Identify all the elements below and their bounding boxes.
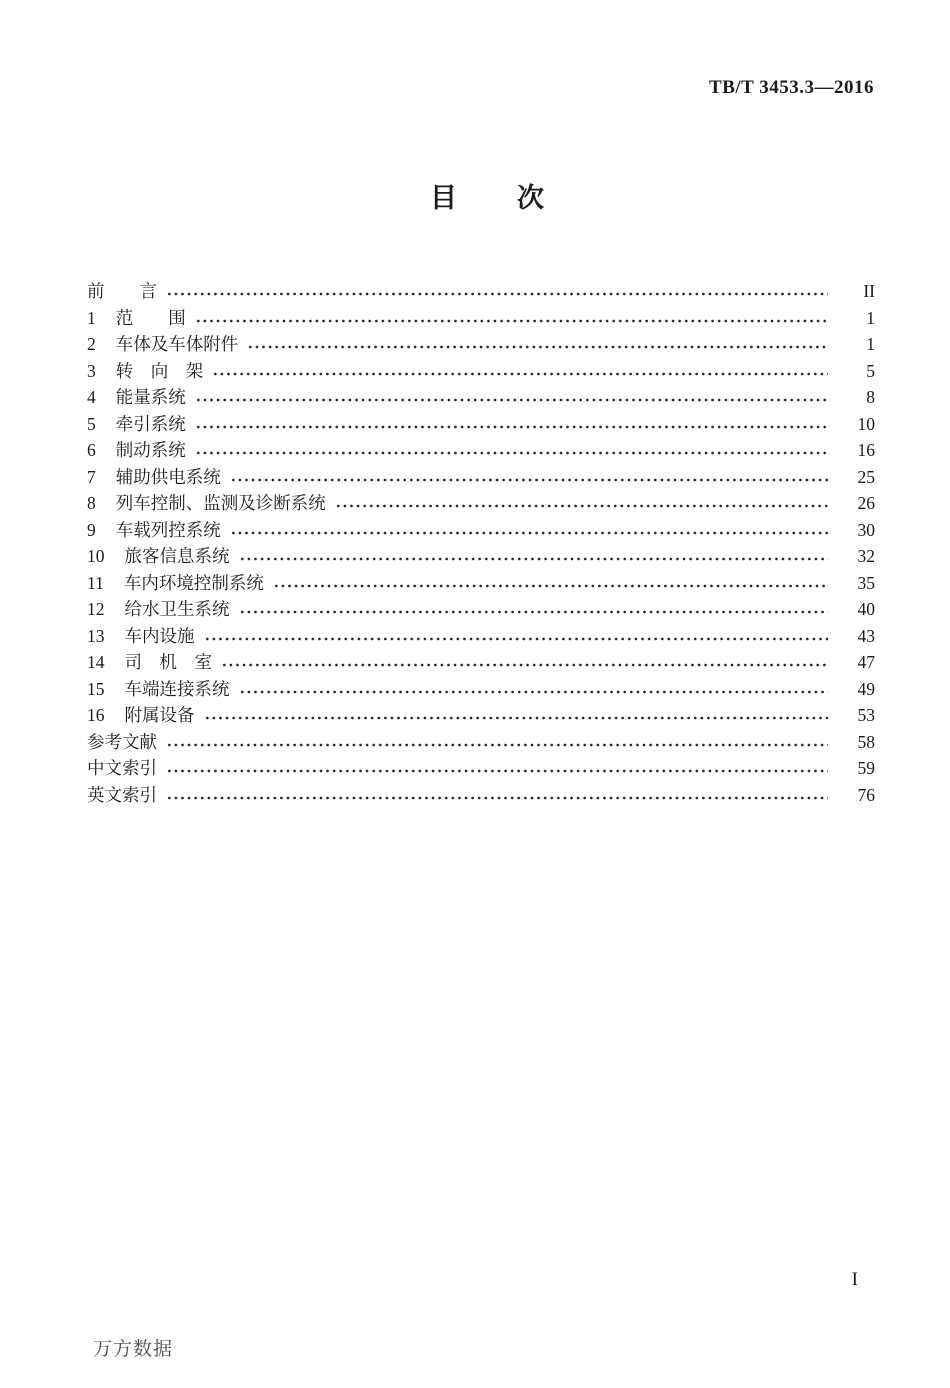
toc-entry-number: 10 [87, 546, 105, 566]
toc-list [87, 278, 875, 808]
toc-entry-page: 58 [857, 731, 875, 752]
toc-entry-page: 30 [857, 519, 875, 540]
toc-entry-page: 76 [857, 784, 875, 805]
toc-entry-number: 5 [87, 413, 96, 434]
toc-entry-label: 制动系统 [115, 440, 186, 460]
toc-entry-number: 1 [87, 307, 96, 328]
toc-entry-label: 前 言 [87, 281, 157, 301]
toc-dot-leader [195, 318, 828, 324]
toc-entry-page: 40 [857, 599, 875, 619]
toc-entry-page: 32 [857, 546, 875, 566]
toc-entry-number: 9 [87, 519, 96, 540]
toc-entry-page: 49 [857, 678, 875, 699]
toc-entry-label: 参考文献 [87, 731, 157, 752]
toc-entry-label: 车载列控系统 [115, 519, 221, 540]
toc-entry [87, 702, 875, 729]
toc-entry-label: 附属设备 [124, 705, 195, 725]
toc-entry-page: 10 [857, 413, 875, 434]
toc-dot-leader [212, 371, 828, 377]
toc-dot-leader [230, 477, 828, 483]
toc-entry [87, 729, 875, 756]
toc-entry [87, 570, 875, 597]
toc-entry-page: 53 [857, 705, 875, 725]
toc-entry-page: 16 [857, 440, 875, 460]
toc-entry-number: 7 [87, 466, 96, 487]
toc-entry [87, 649, 875, 676]
toc-entry-label: 车端连接系统 [124, 678, 230, 699]
toc-entry-number: 2 [87, 334, 96, 354]
toc-entry-page: 26 [857, 493, 875, 513]
toc-dot-leader [204, 715, 829, 721]
toc-entry [87, 278, 875, 305]
toc-entry-number: 14 [87, 652, 105, 672]
toc-dot-leader [239, 556, 829, 562]
toc-entry-number: 3 [87, 360, 96, 381]
toc-entry-page: 1 [866, 334, 875, 354]
toc-entry-label: 辅助供电系统 [115, 466, 221, 487]
toc-entry [87, 596, 875, 623]
toc-entry-number: 12 [87, 599, 105, 619]
toc-entry [87, 623, 875, 650]
toc-entry-page: 43 [857, 625, 875, 646]
toc-entry-number: 15 [87, 678, 105, 699]
toc-entry-label: 中文索引 [87, 758, 157, 778]
toc-entry-label: 列车控制、监测及诊断系统 [115, 493, 326, 513]
toc-entry [87, 517, 875, 544]
toc-entry-label: 牵引系统 [115, 413, 186, 434]
toc-entry-page: 8 [866, 387, 875, 407]
toc-entry-label: 司 机 室 [124, 652, 212, 672]
toc-dot-leader [195, 424, 828, 430]
toc-entry-page: II [863, 281, 875, 301]
toc-entry-number: 8 [87, 493, 96, 513]
toc-entry [87, 331, 875, 358]
toc-dot-leader [221, 662, 828, 668]
toc-entry-page: 25 [857, 466, 875, 487]
watermark-text: 万方数据 [93, 1338, 174, 1360]
toc-dot-leader [230, 530, 828, 536]
page-title [430, 185, 544, 212]
toc-entry-label: 英文索引 [87, 784, 157, 805]
toc-entry [87, 358, 875, 385]
toc-entry-page: 35 [857, 572, 875, 593]
toc-entry-label: 车内设施 [124, 625, 195, 646]
toc-dot-leader [195, 397, 828, 403]
toc-entry-page: 47 [857, 652, 875, 672]
toc-dot-leader [204, 636, 829, 642]
toc-entry [87, 782, 875, 809]
toc-entry [87, 305, 875, 332]
toc-dot-leader [239, 609, 829, 615]
toc-entry [87, 411, 875, 438]
toc-entry-number: 13 [87, 625, 105, 646]
toc-entry-label: 给水卫生系统 [124, 599, 230, 619]
toc-entry [87, 384, 875, 411]
toc-entry-label: 转 向 架 [115, 360, 204, 381]
toc-dot-leader [247, 344, 828, 350]
toc-entry-number: 4 [87, 387, 96, 407]
toc-entry-page: 59 [857, 758, 875, 778]
toc-dot-leader [166, 742, 828, 748]
toc-entry-label: 旅客信息系统 [124, 546, 230, 566]
toc-entry [87, 437, 875, 464]
toc-entry-label: 车体及车体附件 [115, 334, 239, 354]
toc-entry [87, 543, 875, 570]
toc-entry-page: 5 [866, 360, 875, 381]
page-number: I [851, 1269, 858, 1290]
toc-entry-number: 6 [87, 440, 96, 460]
toc-entry [87, 676, 875, 703]
toc-entry-number: 11 [87, 572, 104, 593]
toc-entry [87, 755, 875, 782]
page-title-char-left: 目 [430, 183, 457, 213]
toc-dot-leader [195, 450, 828, 456]
toc-dot-leader [166, 795, 828, 801]
page-title-char-right: 次 [517, 183, 544, 213]
toc-entry [87, 464, 875, 491]
toc-dot-leader [335, 503, 828, 509]
toc-dot-leader [166, 291, 828, 297]
toc-entry-label: 车内环境控制系统 [123, 572, 264, 593]
toc-dot-leader [166, 768, 828, 774]
toc-entry-label: 范 围 [115, 307, 186, 328]
toc-entry-number: 16 [87, 705, 105, 725]
toc-entry-label: 能量系统 [115, 387, 186, 407]
toc-dot-leader [273, 583, 828, 589]
toc-dot-leader [239, 689, 829, 695]
standard-code-header: TB/T 3453.3—2016 [709, 77, 874, 98]
toc-entry [87, 490, 875, 517]
toc-entry-page: 1 [866, 307, 875, 328]
